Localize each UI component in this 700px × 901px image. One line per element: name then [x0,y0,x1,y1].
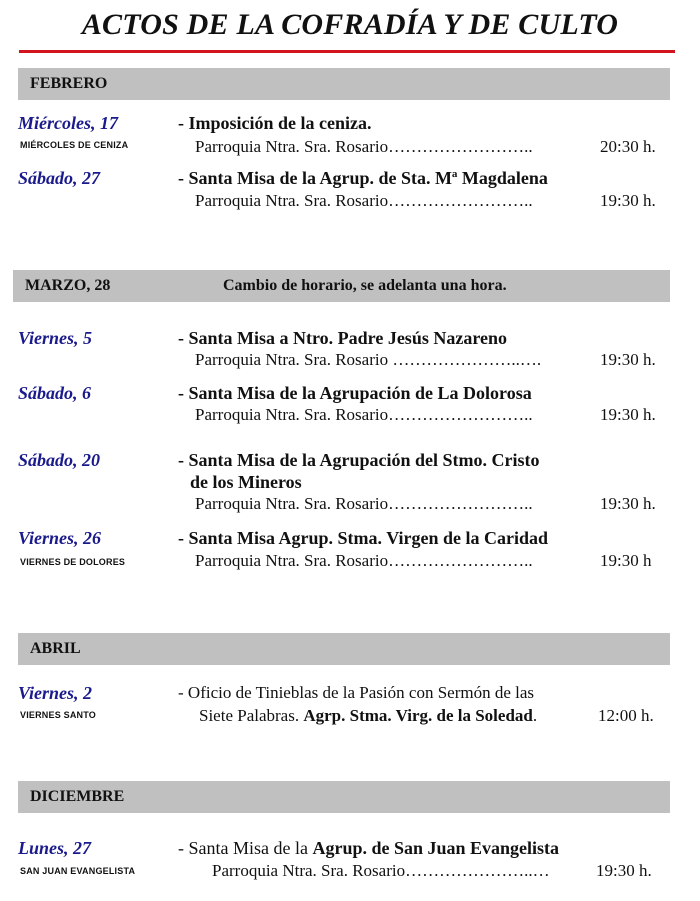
month-header-febrero [18,68,670,100]
event-place: Parroquia Ntra. Sra. Rosario…………………….. [195,551,533,570]
event-place: Parroquia Ntra. Sra. Rosario…………………….. [195,191,533,210]
event-place: Parroquia Ntra. Sra. Rosario…………………….. [195,137,533,156]
month-header-abril [18,633,670,665]
event-title: - Santa Misa de la Agrupación del Stmo. Cristo [178,450,540,470]
event-day: Lunes, 27 [18,838,92,858]
event-time: 19:30 h [600,551,652,570]
month-note: Cambio de horario, se adelanta una hora. [223,277,507,294]
month-header-marzo [13,270,670,302]
page-title: ACTOS DE LA COFRADÍA Y DE CULTO [81,8,619,41]
event-title-text: - Santa Misa de la [178,838,308,858]
event-title: - Imposición de la ceniza. [178,113,372,133]
event-time: 20:30 h. [600,137,656,156]
event-day: Sábado, 27 [18,168,101,188]
event-day: Sábado, 6 [18,383,92,403]
event-place: Parroquia Ntra. Sra. Rosario …………………..…. [195,350,542,369]
month-header-diciembre [18,781,670,813]
event-time: 19:30 h. [600,350,656,369]
event-place [199,706,537,726]
event-title: - Santa Misa de la Agrupación de La Dolorosa [178,383,532,403]
event-time: 12:00 h. [598,706,654,725]
month-label: FEBRERO [30,75,108,92]
event-place: Parroquia Ntra. Sra. Rosario…………………..… [212,861,550,880]
month-label: ABRIL [30,640,81,657]
event-organizer: Agrp. Stma. Virg. de la Soledad [303,706,533,725]
event-day: Miércoles, 17 [18,113,118,133]
event-day: Viernes, 5 [18,328,93,348]
event-punct: . [532,706,538,725]
event-title [178,838,559,859]
event-day: Viernes, 2 [18,683,93,703]
event-place-text: Siete Palabras. [199,706,300,725]
event-subtitle: VIERNES SANTO [20,710,96,720]
event-subtitle: SAN JUAN EVANGELISTA [20,866,136,876]
event-place: Parroquia Ntra. Sra. Rosario…………………….. [195,494,533,513]
event-subtitle: VIERNES DE DOLORES [20,557,126,567]
event-time: 19:30 h. [600,191,656,210]
title-divider [19,50,675,53]
month-label: DICIEMBRE [30,788,125,805]
event-time: 19:30 h. [600,405,656,424]
event-title-continued: de los Mineros [190,472,302,492]
event-title: - Santa Misa a Ntro. Padre Jesús Nazareno [178,328,507,348]
event-title: - Santa Misa Agrup. Stma. Virgen de la Caridad [178,528,549,548]
month-label: MARZO, 28 [25,277,111,294]
event-title: - Santa Misa de la Agrup. de Sta. Mª Magdalena [178,168,548,188]
event-time: 19:30 h. [596,861,652,880]
event-day: Sábado, 20 [18,450,101,470]
event-place: Parroquia Ntra. Sra. Rosario…………………….. [195,405,533,424]
event-day: Viernes, 26 [18,528,102,548]
event-subtitle: MIÉRCOLES DE CENIZA [20,140,129,150]
event-title: - Oficio de Tinieblas de la Pasión con Sermón de las [178,683,535,702]
event-organizer: Agrup. de San Juan Evangelista [312,838,560,858]
event-time: 19:30 h. [600,494,656,513]
